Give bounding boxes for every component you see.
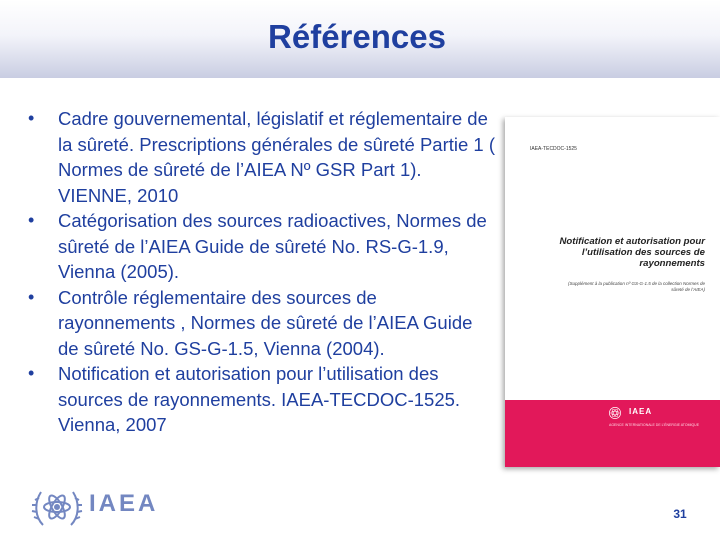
cover-code: IAEA-TECDOC-1525 xyxy=(530,146,577,152)
reference-text: Catégorisation des sources radioactives, Normes de sûreté de l’AIEA Guide de sûreté No. RS-G-1.9, Vienna (2005). xyxy=(58,210,487,282)
cover-logo-text: IAEA xyxy=(629,407,653,416)
reference-list xyxy=(28,106,498,438)
list-item xyxy=(28,106,498,208)
slide-title: Références xyxy=(268,18,446,55)
cover-subtitle: (Supplément à la publication nº GS-G-1.5 de la collection Normes de sûreté de l’AIEA) xyxy=(568,281,705,292)
bullet-icon: • xyxy=(28,210,35,230)
list-item xyxy=(28,361,498,438)
cover-logo-subtext: AGENCE INTERNATIONALE DE L’ÉNERGIE ATOMIQUE xyxy=(609,423,700,427)
reference-text: Cadre gouvernemental, législatif et réglementaire de la sûreté. Prescriptions générales de sûreté Partie 1 ( Normes de sûreté de l’AIEA Nº GSR Part 1). VIENNE, 2010 xyxy=(58,108,496,206)
cover-title: Notification et autorisation pour l’utilisation des sources de rayonnements xyxy=(559,236,705,269)
bullet-icon: • xyxy=(28,363,35,383)
atom-laurel-logo-icon xyxy=(31,481,83,533)
bullet-icon: • xyxy=(28,108,35,128)
publication-cover xyxy=(505,117,720,467)
list-item xyxy=(28,285,498,362)
list-item xyxy=(28,208,498,285)
bullet-icon: • xyxy=(28,286,35,307)
iaea-logo-text: IAEA xyxy=(89,490,159,517)
page-number: 31 xyxy=(673,507,687,521)
reference-text: Notification et autorisation pour l’utilisation des sources de rayonnements. IAEA-TECDOC-1525. Vienna, 2007 xyxy=(58,363,461,435)
reference-text: Contrôle réglementaire des sources de rayonnements , Normes de sûreté de l’AIEA Guide de sûreté No. GS-G-1.5, Vienna (2004). xyxy=(58,286,473,359)
iaea-emblem-icon xyxy=(608,406,622,420)
